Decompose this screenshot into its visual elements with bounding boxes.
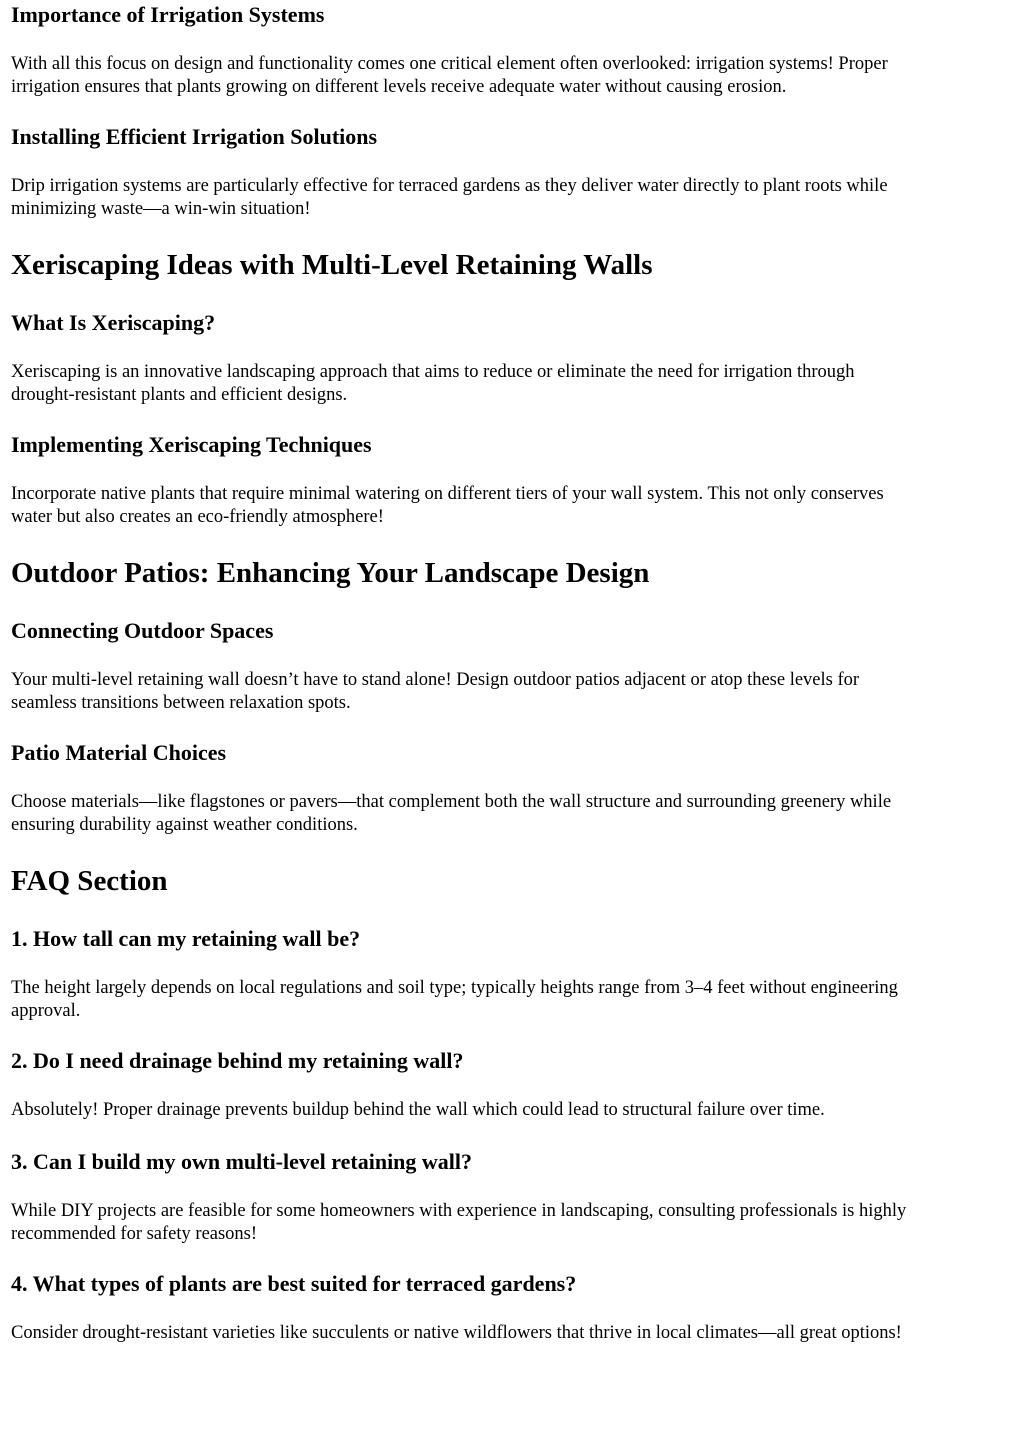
paragraph-line: Incorporate native plants that require minimal watering on different tiers of your wall system. This not only conserves <box>11 484 884 504</box>
faq-answer-line: recommended for safety reasons! <box>11 1224 258 1244</box>
heading-what-is-xeriscaping: What Is Xeriscaping? <box>11 310 216 335</box>
faq-answer-line: While DIY projects are feasible for some homeowners with experience in landscaping, consulting professionals is highly <box>11 1201 907 1221</box>
heading-efficient-irrigation: Installing Efficient Irrigation Solutions <box>11 124 378 149</box>
paragraph-line: irrigation ensures that plants growing on different levels receive adequate water without causing erosion. <box>11 77 787 97</box>
heading-importance-of-irrigation: Importance of Irrigation Systems <box>11 2 325 27</box>
heading-outdoor-patios: Outdoor Patios: Enhancing Your Landscape Design <box>11 557 650 589</box>
heading-connecting-outdoor-spaces: Connecting Outdoor Spaces <box>11 618 274 643</box>
paragraph-line: Xeriscaping is an innovative landscaping approach that aims to reduce or eliminate the need for irrigation through <box>11 362 855 382</box>
heading-faq-section: FAQ Section <box>11 865 168 897</box>
paragraph-line: ensuring durability against weather conditions. <box>11 815 358 835</box>
paragraph-line: water but also creates an eco-friendly atmosphere! <box>11 507 384 527</box>
paragraph-line: minimizing waste—a win-win situation! <box>11 199 311 219</box>
faq-answer-line: approval. <box>11 1001 81 1021</box>
heading-xeriscaping-ideas: Xeriscaping Ideas with Multi-Level Retaining Walls <box>11 249 653 281</box>
paragraph-line: Choose materials—like flagstones or pavers—that complement both the wall structure and surrounding greenery while <box>11 792 892 812</box>
paragraph-line: drought-resistant plants and efficient designs. <box>11 385 348 405</box>
faq-question-1: 1. How tall can my retaining wall be? <box>11 926 361 951</box>
faq-answer-line: Consider drought-resistant varieties like succulents or native wildflowers that thrive in local climates—all great options! <box>11 1323 902 1343</box>
faq-question-2: 2. Do I need drainage behind my retaining wall? <box>11 1048 464 1073</box>
heading-implementing-xeriscaping: Implementing Xeriscaping Techniques <box>11 432 372 457</box>
heading-patio-material-choices: Patio Material Choices <box>11 740 227 765</box>
faq-question-3: 3. Can I build my own multi-level retaining wall? <box>11 1149 473 1174</box>
faq-answer-line: The height largely depends on local regulations and soil type; typically heights range from 3–4 feet without engineering <box>11 978 898 998</box>
paragraph-line: seamless transitions between relaxation spots. <box>11 693 351 713</box>
faq-question-4: 4. What types of plants are best suited for terraced gardens? <box>11 1271 577 1296</box>
paragraph-line: Your multi-level retaining wall doesn’t have to stand alone! Design outdoor patios adjacent or atop these levels for <box>11 670 860 690</box>
faq-answer-line: Absolutely! Proper drainage prevents buildup behind the wall which could lead to structural failure over time. <box>11 1100 825 1120</box>
paragraph-line: With all this focus on design and functionality comes one critical element often overlooked: irrigation systems! Proper <box>11 54 888 74</box>
paragraph-line: Drip irrigation systems are particularly effective for terraced gardens as they deliver water directly to plant roots while <box>11 176 888 196</box>
